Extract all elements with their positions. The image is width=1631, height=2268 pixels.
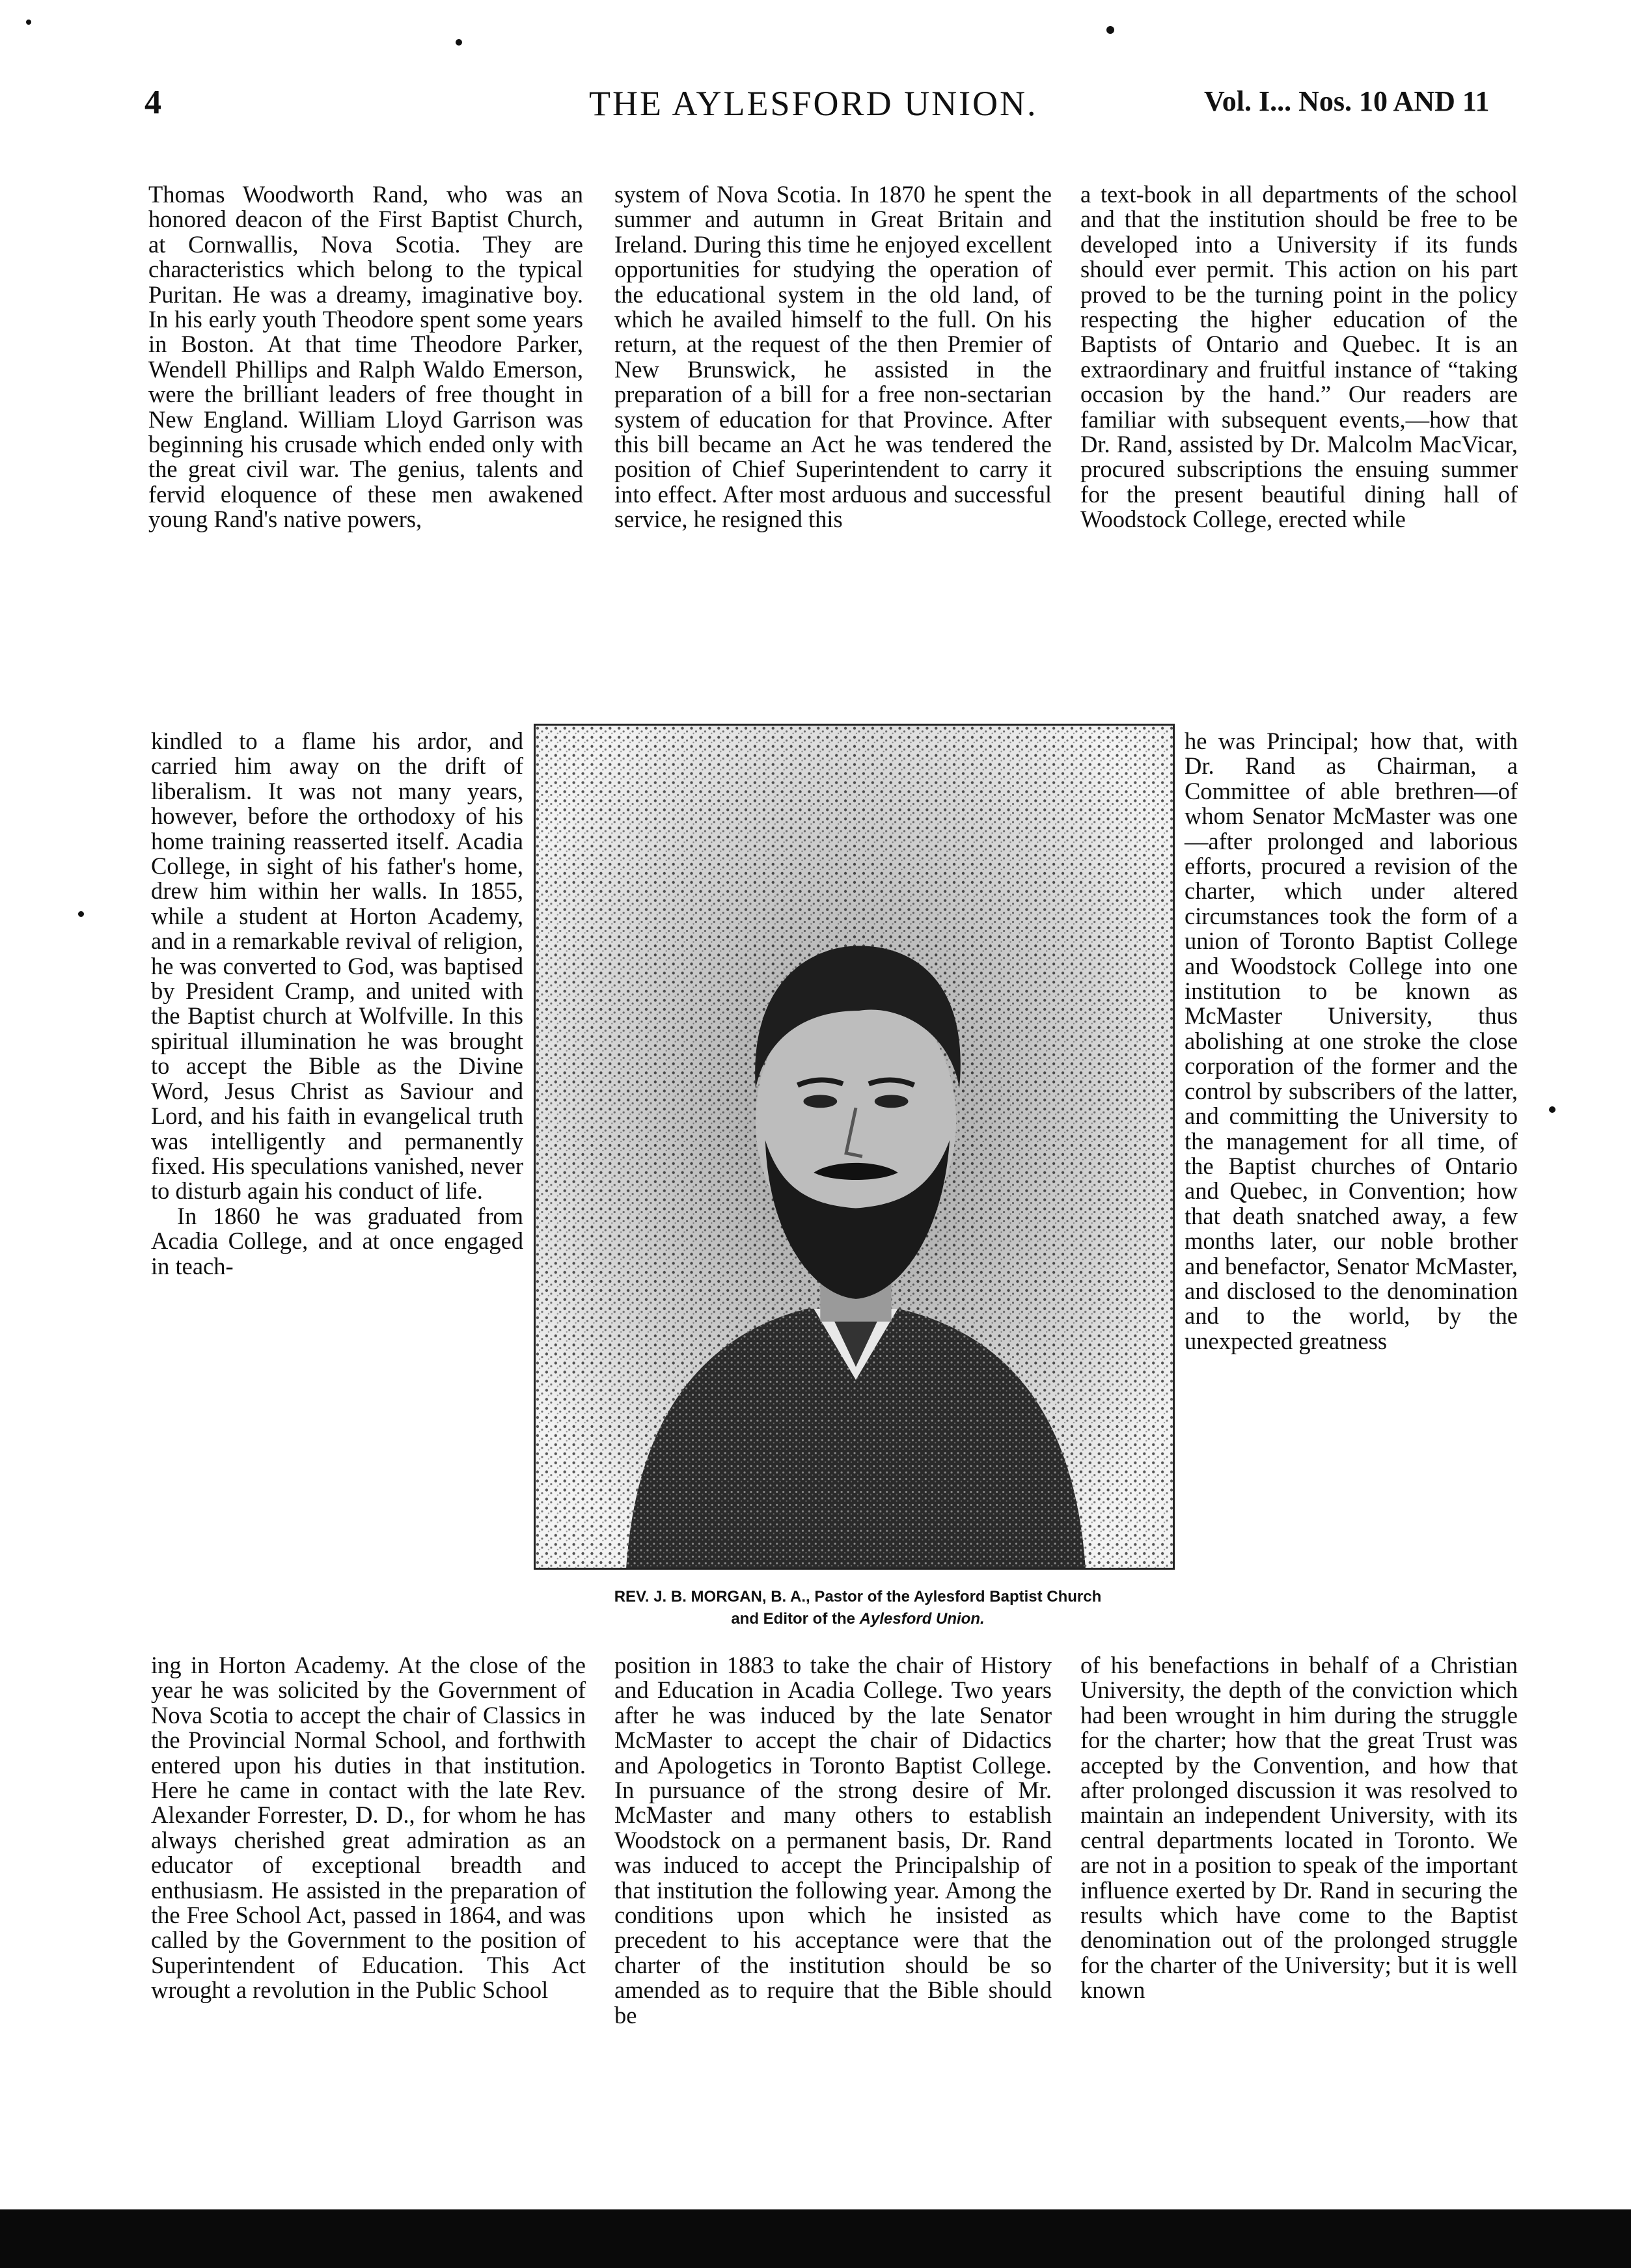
paragraph: In 1860 he was graduated from Acadia College, and at once engaged in teach- [151, 1202, 523, 1279]
portrait-caption-line2 [539, 1610, 1177, 1628]
scan-bottom-bar [0, 2209, 1631, 2268]
caption-italic: Aylesford Union. [859, 1610, 985, 1628]
paragraph: Thomas Woodworth Rand, who was an honored deacon of the First Baptist Church, at Cornwallis, Nova Scotia. They are characteristics which belong to the typical Puritan. He was a dreamy, imaginative boy. In his early youth Theodore spent some years in Boston. At that time Theodore Parker, Wendell Phillips and Ralph Waldo Emerson, were the brilliant leaders of free thought in New England. William Lloyd Garrison was beginning his crusade which ended only with the great civil war. The genius, talents and fervid eloquence of these men awakened young Rand's native powers, [148, 181, 583, 533]
paragraph: position in 1883 to take the chair of History and Education in Acadia College. Two years after he was induced by the late Senator McMaster to accept the chair of Didactics and Apologetics in Toronto Baptist College. In pursuance of the strong desire of Mr. McMaster and many others to establish Woodstock on a permanent basis, Dr. Rand was induced to accept the Principalship of that institution the following year. Among the conditions upon which he insisted as precedent to his acceptance were that the charter of the institution should be so amended as to require that the Bible should be [614, 1652, 1052, 2029]
column-3-wrap [1185, 729, 1518, 1354]
page-number: 4 [144, 84, 161, 121]
volume-info: Vol. I... Nos. 10 AND 11 [1204, 85, 1490, 117]
ink-speck [456, 39, 462, 46]
paragraph: a text-book in all departments of the school and that the institution should be free to be developed into a University if its funds should ever permit. This action on his part proved to be the turning point in the policy respecting the higher education of the Baptists of Ontario and Quebec. It is an extraordinary and fruitful instance of “taking occasion by the hand.” Our readers are familiar with subsequent events,—how that Dr. Rand, assisted by Dr. Malcolm MacVicar, procured subscriptions the ensuing summer for the present beautiful dining hall of Woodstock College, erected while [1080, 181, 1518, 533]
portrait-image [536, 726, 1173, 1568]
paragraph: system of Nova Scotia. In 1870 he spent the summer and autumn in Great Britain and Ireland. During this time he enjoyed excellent opportunities for studying the operation of the educational system in the old land, of which he availed himself to the full. On his return, at the request of the then Premier of New Brunswick, he assisted in the preparation of a bill for a free non-sectarian system of education for that Province. After this bill became an Act he was tendered the position of Chief Superintendent to carry it into effect. After most arduous and successful service, he resigned this [614, 181, 1052, 533]
column-1-bottom [151, 1653, 586, 2003]
ink-speck [26, 20, 31, 25]
page-header [0, 83, 1631, 129]
portrait-engraving [534, 724, 1175, 1570]
newspaper-title: THE AYLESFORD UNION. [589, 84, 1038, 123]
column-1-top [148, 182, 583, 532]
paragraph: he was Principal; how that, with Dr. Rand as Chairman, a Committee of able brethren—of whom Senator McMaster was one—after prolonged and laborious efforts, procured a revision of the charter, which under altered circumstances took the form of a union of Toronto Baptist College and Woodstock College into one institution to be known as McMaster University, thus abolishing at one stroke the close corporation of the former and the control by subscribers of the latter, and committing the University to the management for all time, of the Baptist churches of Ontario and Quebec, in Convention; how that death snatched away, a few months later, our noble brother and benefactor, Senator McMaster, and disclosed to the denomination and to the world, by the unexpected greatness [1185, 728, 1518, 1354]
column-1-wrap [151, 729, 523, 1279]
column-2-top [614, 182, 1052, 532]
ink-speck [1549, 1106, 1556, 1113]
portrait-caption-line1: REV. J. B. MORGAN, B. A., Pastor of the Aylesford Baptist Church [614, 1588, 1102, 1605]
paragraph: ing in Horton Academy. At the close of the year he was solicited by the Government of Nova Scotia to accept the chair of Classics in the Provincial Normal School, and forthwith entered upon his duties in that institution. Here he came in contact with the late Rev. Alexander Forrester, D. D., for whom he has always cherished great admiration as an educator of exceptional breadth and enthusiasm. He assisted in the preparation of the Free School Act, passed in 1864, and was called by the Government to the position of Superintendent of Education. This Act wrought a revolution in the Public School [151, 1652, 586, 2004]
paragraph: of his benefactions in behalf of a Christian University, the depth of the conviction which had been wrought in him during the struggle for the charter; how that the great Trust was accepted by the Convention, and how that after prolonged discussion it was resolved to maintain an independent University, with its central departments located in Toronto. We are not in a position to speak of the important influence exerted by Dr. Rand in securing the results which have come to the Baptist denomination out of the prolonged struggle for the charter of the University; but it is well known [1080, 1652, 1518, 2004]
ink-speck [1106, 26, 1114, 34]
paragraph: kindled to a flame his ardor, and carried him away on the drift of liberalism. It was not many years, however, before the orthodoxy of his home training reasserted itself. Acadia College, in sight of his father's home, drew him within her walls. In 1855, while a student at Horton Academy, and in a remarkable revival of religion, he was converted to God, was baptised by President Cramp, and united with the Baptist church at Wolfville. In this spiritual illumination he was brought to accept the Bible as the Divine Word, Jesus Christ as Saviour and Lord, and his faith in evangelical truth was intelligently and permanently fixed. His speculations vanished, never to disturb again his conduct of life. [151, 728, 523, 1205]
column-3-top [1080, 182, 1518, 532]
ink-speck [78, 911, 84, 917]
column-2-bottom [614, 1653, 1052, 2028]
column-3-bottom [1080, 1653, 1518, 2003]
caption-prefix: and Editor of the [731, 1610, 860, 1628]
